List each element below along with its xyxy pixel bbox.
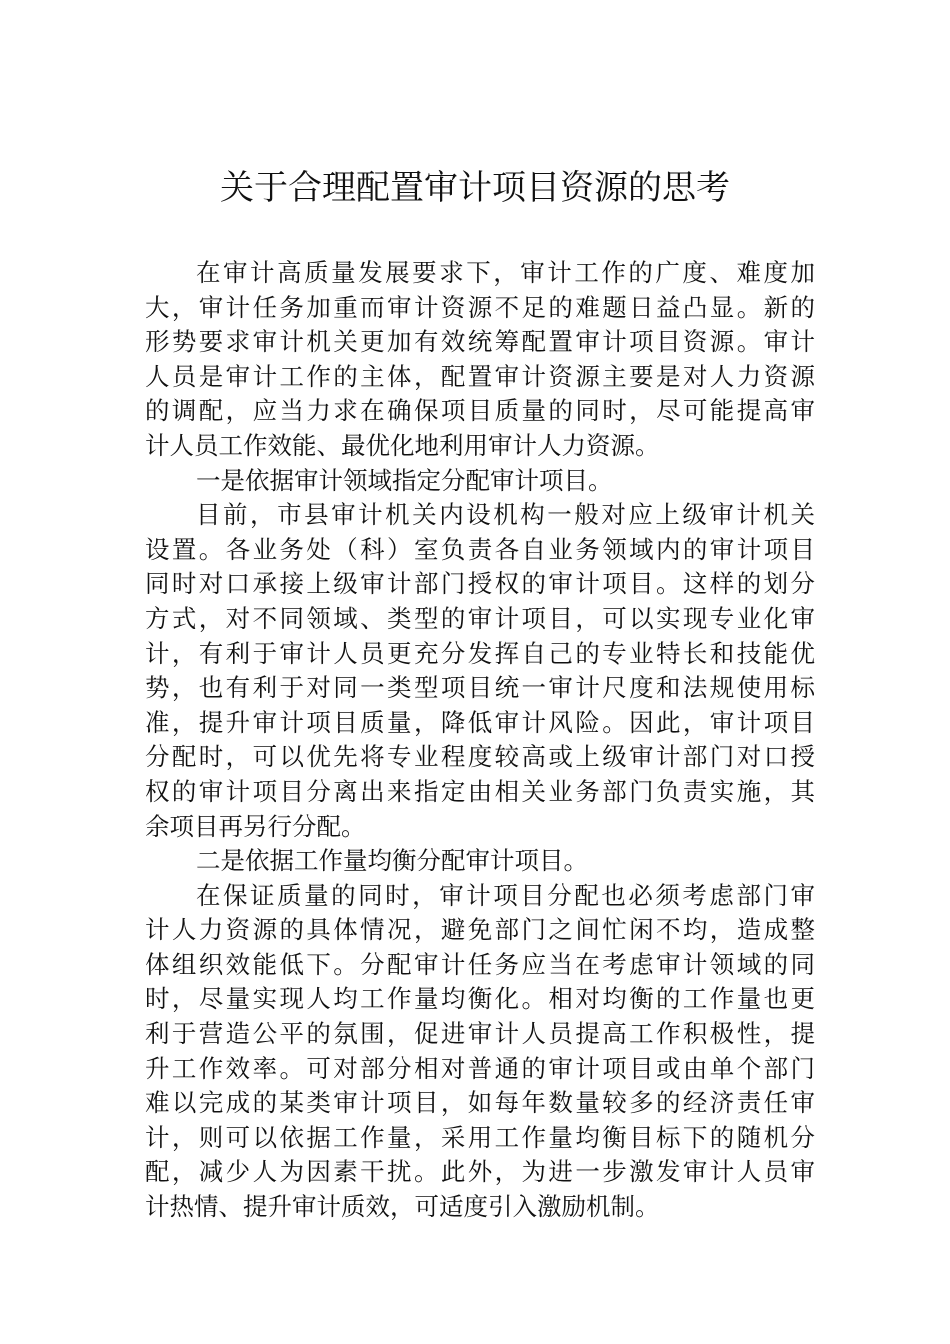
paragraph-line: 设置。各业务处（科）室负责各自业务领域内的审计项目 [145, 534, 815, 564]
paragraph-line: 方式，对不同领域、类型的审计项目，可以实现专业化审 [145, 603, 815, 633]
paragraph-line: 形势要求审计机关更加有效统筹配置审计项目资源。审计 [145, 327, 815, 357]
paragraph-line: 余项目再另行分配。 [145, 811, 366, 841]
paragraph-line: 利于营造公平的氛围，促进审计人员提高工作积极性，提 [145, 1019, 815, 1049]
document-body [145, 256, 815, 1225]
paragraph-line: 计，有利于审计人员更充分发挥自己的专业特长和技能优 [145, 638, 815, 668]
paragraph-line: 计热情、提升审计质效，可适度引入激励机制。 [145, 1192, 660, 1222]
paragraph-line: 准，提升审计项目质量，降低审计风险。因此，审计项目 [145, 707, 815, 737]
paragraph-line: 计人力资源的具体情况，避免部门之间忙闲不均，造成整 [145, 915, 815, 945]
paragraph-line: 目前，市县审计机关内设机构一般对应上级审计机关 [196, 500, 815, 530]
section-heading: 一是依据审计领域指定分配审计项目。 [196, 465, 613, 495]
paragraph-line: 分配时，可以优先将专业程度较高或上级审计部门对口授 [145, 742, 815, 772]
paragraph-line: 升工作效率。可对部分相对普通的审计项目或由单个部门 [145, 1053, 815, 1083]
paragraph-line: 在审计高质量发展要求下，审计工作的广度、难度加 [196, 258, 815, 287]
paragraph-line: 难以完成的某类审计项目，如每年数量较多的经济责任审 [145, 1088, 815, 1118]
paragraph-line: 人员是审计工作的主体，配置审计资源主要是对人力资源 [145, 361, 815, 391]
paragraph-line: 势，也有利于对同一类型项目统一审计尺度和法规使用标 [145, 673, 815, 703]
paragraph-line: 计，则可以依据工作量，采用工作量均衡目标下的随机分 [145, 1122, 815, 1152]
paragraph-line: 权的审计项目分离出来指定由相关业务部门负责实施，其 [145, 776, 815, 806]
paragraph-line: 计人员工作效能、最优化地利用审计人力资源。 [145, 430, 660, 460]
paragraph-line: 大，审计任务加重而审计资源不足的难题日益凸显。新的 [145, 292, 815, 322]
paragraph-line: 时，尽量实现人均工作量均衡化。相对均衡的工作量也更 [145, 984, 815, 1014]
section-heading: 二是依据工作量均衡分配审计项目。 [196, 846, 588, 876]
paragraph-line: 在保证质量的同时，审计项目分配也必须考虑部门审 [196, 880, 815, 910]
paragraph-line: 的调配，应当力求在确保项目质量的同时，尽可能提高审 [145, 396, 815, 426]
paragraph-line: 配，减少人为因素干扰。此外，为进一步激发审计人员审 [145, 1157, 815, 1187]
paragraph-line: 同时对口承接上级审计部门授权的审计项目。这样的划分 [145, 569, 815, 599]
document-title: 关于合理配置审计项目资源的思考 [220, 168, 730, 208]
paragraph-line: 体组织效能低下。分配审计任务应当在考虑审计领域的同 [145, 949, 815, 979]
